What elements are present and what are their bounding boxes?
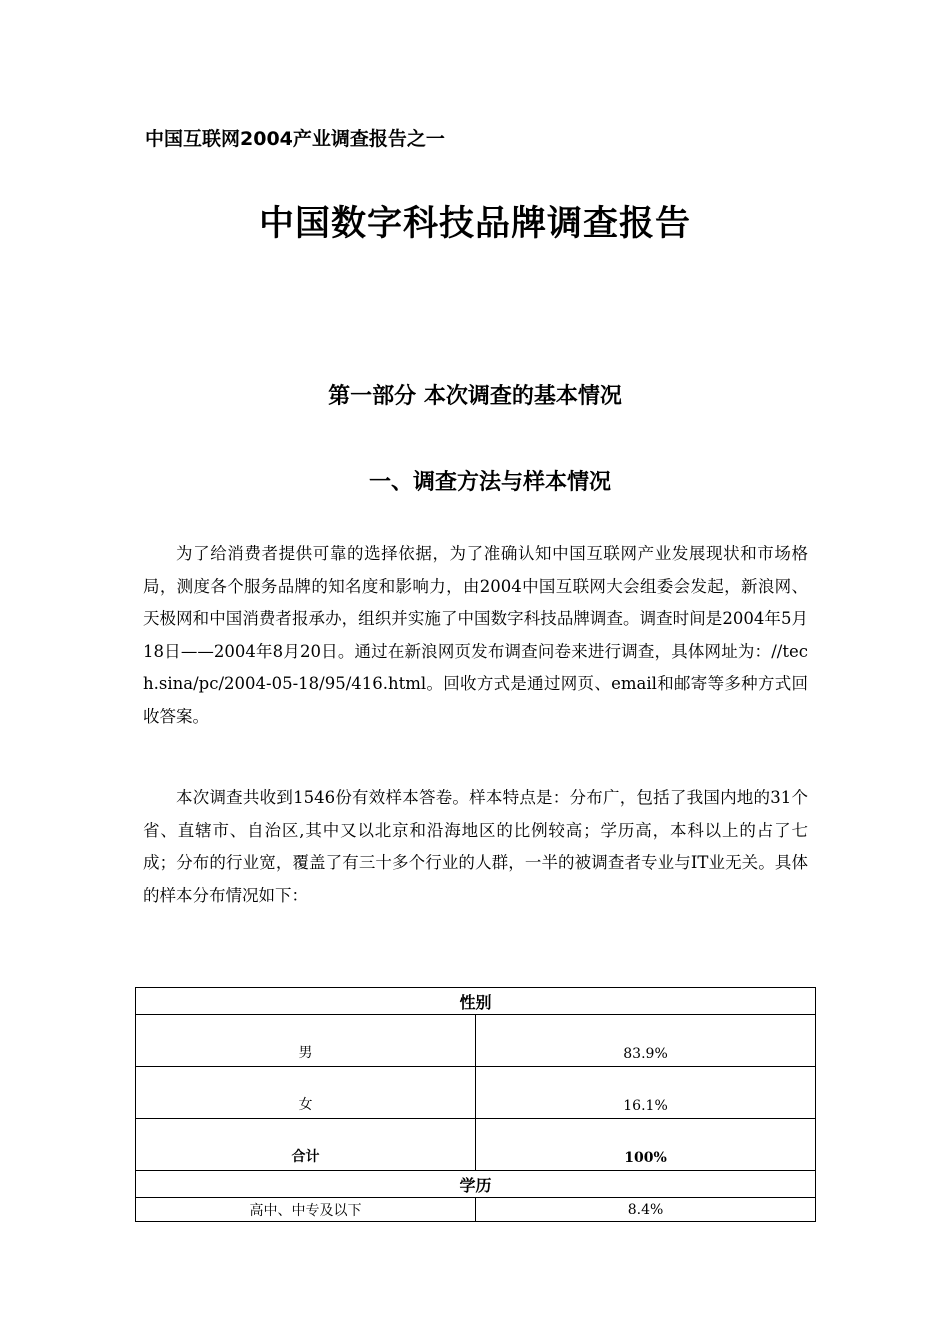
education-header: 学历 [136, 1171, 816, 1198]
table-row [136, 1067, 816, 1119]
row-label: 男 [136, 1015, 476, 1067]
part-heading: 第一部分 本次调查的基本情况 [328, 384, 622, 409]
section-heading: 一、调查方法与样本情况 [368, 470, 611, 495]
total-label: 合计 [136, 1119, 476, 1171]
sample-distribution-table [135, 987, 816, 1222]
table-total-row [136, 1119, 816, 1171]
table-row [136, 1015, 816, 1067]
table-row [136, 1198, 816, 1222]
row-label: 女 [136, 1067, 476, 1119]
row-label: 高中、中专及以下 [136, 1198, 476, 1222]
total-value: 100% [476, 1119, 816, 1171]
row-value: 83.9% [476, 1015, 816, 1067]
row-value: 16.1% [476, 1067, 816, 1119]
row-value: 8.4% [476, 1198, 816, 1222]
report-title: 中国数字科技品牌调查报告 [258, 204, 691, 244]
table-header-row [136, 1171, 816, 1198]
report-series-line: 中国互联网2004产业调查报告之一 [145, 128, 445, 150]
table-header-row [136, 988, 816, 1015]
paragraph-sample-info: 本次调查共收到1546份有效样本答卷。样本特点是：分布广，包括了我国内地的31个省、直辖市、自治区,其中又以北京和沿海地区的比例较高；学历高，本科以上的占了七成；分布的行业宽，覆盖了有三十多个行业的人群，一半的被调查者专业与IT业无关。具体的样本分布情况如下： [143, 788, 808, 905]
paragraph-survey-method: 为了给消费者提供可靠的选择依据，为了准确认知中国互联网产业发展现状和市场格局，测度各个服务品牌的知名度和影响力，由2004中国互联网大会组委会发起，新浪网、天极网和中国消费者报承办，组织并实施了中国数字科技品牌调查。调查时间是2004年5月18日——2004年8月20日。通过在新浪网页发布调查问卷来进行调查，具体网址为：//tech.sina/pc/2004-05-18/95/416.html。回收方式是通过网页、email和邮寄等多种方式回收答案。 [143, 544, 808, 726]
gender-header: 性别 [136, 988, 816, 1015]
